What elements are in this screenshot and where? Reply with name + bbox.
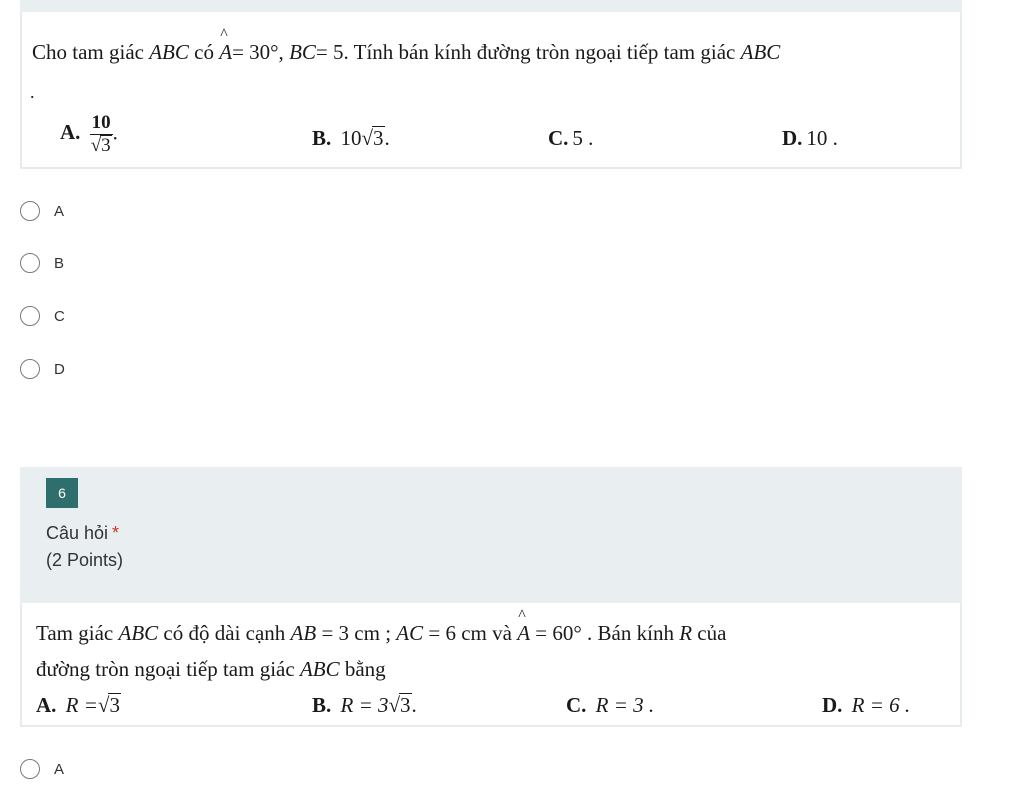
radio-button[interactable] [20, 201, 40, 221]
option-b: B. 10√3. [312, 126, 390, 150]
answer-option-c[interactable]: C [20, 303, 65, 329]
previous-card-edge [20, 0, 962, 12]
option-c: C. R = 3 . [566, 693, 655, 717]
question-5-stem: Cho tam giác ABC có ^ A= 30°, BC= 5. Tính bán kính đường tròn ngoại tiếp tam giác ABC [32, 26, 781, 64]
option-a: A. R =√3 [36, 693, 120, 717]
angle-a: ^ A [517, 607, 531, 645]
radio-button[interactable] [20, 306, 40, 326]
answer-option-a[interactable]: A [20, 198, 64, 224]
answer-option-b[interactable]: B [20, 250, 64, 276]
question-6-line-2: đường tròn ngoại tiếp tam giác ABC bằng [36, 657, 386, 681]
question-6-image [20, 603, 962, 727]
question-6-header [20, 467, 962, 603]
radio-button[interactable] [20, 253, 40, 273]
question-5-image [20, 12, 962, 169]
radio-button[interactable] [20, 359, 40, 379]
option-c: C. 5 . [548, 126, 594, 150]
question-points: (2 Points) [46, 550, 124, 570]
angle-a: ^ A [219, 26, 233, 64]
fraction: $\frac{10}{√3}$ [90, 112, 111, 156]
question-number-badge: 6 [46, 478, 78, 508]
option-b: B. R = 3√3. [312, 693, 417, 717]
question-6-line-1: Tam giác ABC có độ dài cạnh AB = 3 cm ; AC = 6 cm và ^ A = 60° . Bán kính R của [36, 607, 727, 645]
radio-button[interactable] [20, 759, 40, 779]
option-a: A. $\frac{10}{√3}$ . [60, 112, 118, 156]
trailing-dot: . [30, 82, 35, 102]
option-d: D. 10 . [782, 126, 838, 150]
required-mark: * [112, 523, 120, 543]
option-d: D. R = 6 . [822, 693, 911, 717]
question-title: Câu hỏi * [46, 523, 120, 543]
answer-option-a[interactable]: A [20, 756, 64, 782]
answer-option-d[interactable]: D [20, 356, 65, 382]
